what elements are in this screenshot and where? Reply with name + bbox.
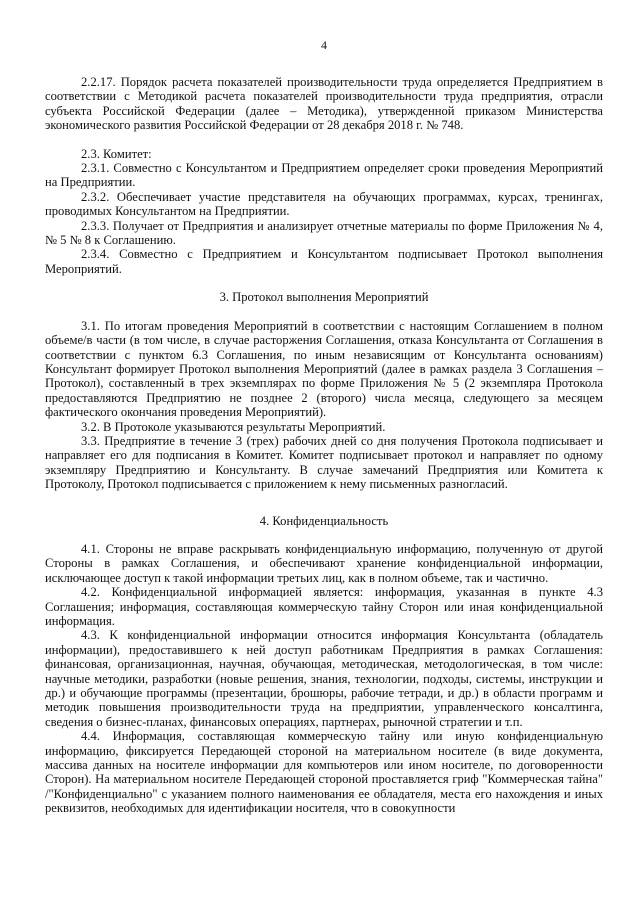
paragraph-4-3: 4.3. К конфиденциальной информации относится информация Консультанта (обладатель информации), предоставившего к ней доступ работникам Предприятия в рамках Соглашения: финансовая, организационная, научная, обучающая, методическая, методологическая, в том числе: научные методики, разработки (новые решения, знания, технологии, подходы, системы, инструкции и др.) и обучающие программы (презентации, брошюры, рабочие тетради, и др.) в области программ и методик повышения производительности труда на предприятии, управленческого консалтинга, сведения о бизнес-планах, финансовых операциях, партнерах, рыночной стратегии и т.п. [45, 628, 603, 729]
paragraph-4-1: 4.1. Стороны не вправе раскрывать конфиденциальную информацию, полученную от другой Стороны в рамках Соглашения, и обеспечивают хранение конфиденциальной информации, исключающее доступ к такой информации третьих лиц, как в полном объеме, так и частично. [45, 541, 603, 585]
paragraph-4-2: 4.2. Конфиденциальной информацией является: информация, указанная в пункте 4.3 Соглашения; информация, составляющая коммерческую тайну Сторон или иная конфиденциальной информация. [45, 585, 603, 628]
paragraph-2-3-4: 2.3.4. Совместно с Предприятием и Консультантом подписывает Протокол выполнения Мероприятий. [45, 247, 603, 276]
section-4-heading: 4. Конфиденциальность [259, 513, 389, 528]
paragraph-3-1: 3.1. По итогам проведения Мероприятий в соответствии с настоящим Соглашением в полном объеме/в части (в том числе, в случае расторжения Соглашения, отказа Консультанта от Соглашения в соответствии с пунктом 6.3 Соглашения, по иным независящим от Консультанта основаниям) Консультант формирует Протокол выполнения Мероприятий (далее в рамках раздела 3 Соглашения – Протокол), составленный в трех экземплярах по форме Приложения № 5 (2 экземпляра Протокола предоставляются Предприятию не позднее 2 (второго) числа месяца, следующего за месяцем фактического окончания проведения Мероприятий). [45, 318, 603, 420]
paragraph-3-2: 3.2. В Протоколе указываются результаты Мероприятий. [81, 419, 386, 434]
paragraph-3-3: 3.3. Предприятие в течение 3 (трех) рабочих дней со дня получения Протокола подписывает и направляет его для подписания в Комитет. Комитет подписывает протокол и направляет по одному экземпляру Предприятию и Консультанту. В случае замечаний Предприятия или Комитета к Протоколу, Протокол подписывается с приложением к нему письменных разногласий. [45, 433, 603, 492]
paragraph-2-3-2: 2.3.2. Обеспечивает участие представителя на обучающих программах, курсах, тренингах, проводимых Консультантом на Предприятии. [45, 189, 603, 219]
page-number: 4 [321, 38, 327, 52]
paragraph-2-3-3: 2.3.3. Получает от Предприятия и анализирует отчетные материалы по форме Приложения № 4, № 5 № 8 к Соглашению. [45, 218, 603, 248]
paragraph-2-3: 2.3. Комитет: [81, 146, 152, 161]
paragraph-2-3-1: 2.3.1. Совместно с Консультантом и Предприятием определяет сроки проведения Мероприятий на Предприятии. [45, 161, 603, 190]
paragraph-4-4: 4.4. Информация, составляющая коммерческую тайну или иную конфиденциальную информацию, фиксируется Передающей стороной на материальном носителе (в виде документа, массива данных на носителе информации для компьютеров или ином носителе, по договоренности Сторон). На материальном носителе Передающей стороной проставляется гриф "Коммерческая тайна" /"Конфиденциально" с указанием полного наименования ее обладателя, места его нахождения и иных реквизитов, необходимых для идентификации носителя, что в совокупности [45, 729, 603, 816]
section-3-heading: 3. Протокол выполнения Мероприятий [219, 290, 429, 305]
paragraph-2-2-17: 2.2.17. Порядок расчета показателей производительности труда определяется Предприятием в соответствии с Методикой расчета показателей производительности труда предприятия, отрасли субъекта Российской Федерации (далее – Методика), утвержденной приказом Министерства экономического развития Российской Федерации от 28 декабря 2018 г. № 748. [45, 75, 603, 133]
